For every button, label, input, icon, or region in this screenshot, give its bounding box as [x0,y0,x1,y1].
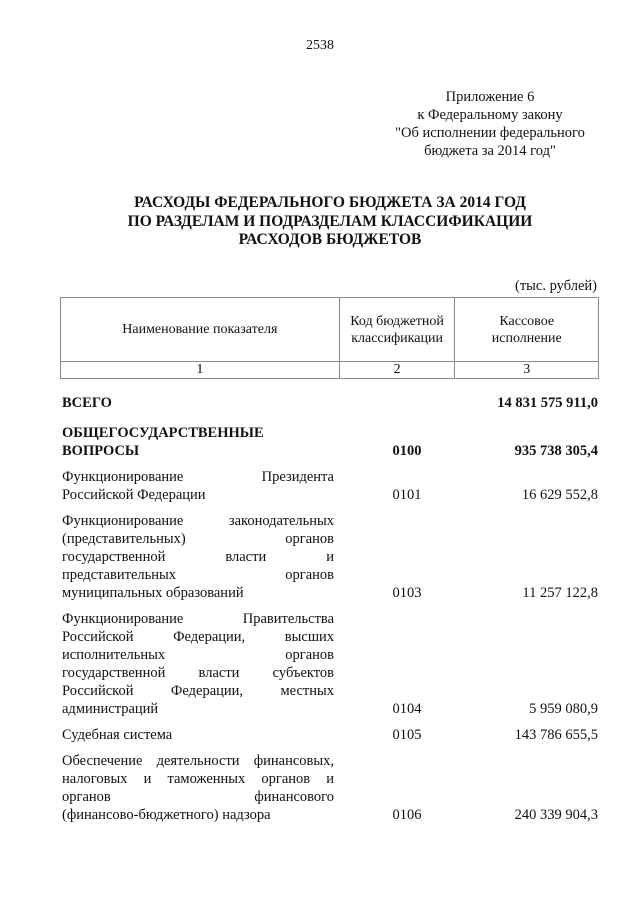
column-number-2: 2 [339,362,455,379]
table-row [62,726,598,744]
row-budget-code: 0104 [392,701,422,717]
table-row [62,394,598,412]
appendix-line-3: "Об исполнении федерального [395,125,585,141]
row-amount: 143 786 655,5 [514,727,598,743]
header-indicator-name: Наименование показателя [61,298,340,362]
header-budget-code: Код бюджетной классификации [339,298,455,362]
page-number: 2538 [306,38,334,53]
appendix-note [380,88,600,160]
title-line-3: РАСХОДОВ БЮДЖЕТОВ [238,231,422,248]
row-budget-code: 0106 [392,807,422,823]
row-amount: 16 629 552,8 [521,487,598,503]
document-title [60,194,600,250]
table-row [62,752,598,824]
title-line-2: ПО РАЗДЕЛАМ И ПОДРАЗДЕЛАМ КЛАССИФИКАЦИИ [127,212,533,230]
title-line-1: РАСХОДЫ ФЕДЕРАЛЬНОГО БЮДЖЕТА ЗА 2014 ГОД [134,194,526,211]
row-indicator-name: Функционирование законодательных (представительных) органов государственной власти и представительных органов муниципальных образований [62,513,334,601]
row-indicator-name: ВСЕГО [62,395,112,411]
row-amount: 5 959 080,9 [529,701,598,717]
row-amount: 14 831 575 911,0 [497,395,598,411]
row-amount: 935 738 305,4 [514,443,598,459]
row-budget-code: 0103 [392,585,422,601]
units-label: (тыс. рублей) [515,278,597,294]
row-amount: 240 339 904,3 [514,807,598,823]
appendix-line-1: Приложение 6 [445,89,535,105]
table-row [62,610,598,718]
column-number-3: 3 [455,362,599,379]
row-budget-code: 0105 [392,727,422,743]
header-cash-execution: Кассовое исполнение [455,298,599,362]
table-body [62,386,598,824]
row-indicator-name: Судебная система [62,727,173,743]
row-indicator-name: Функционирование Президента Российской Федерации [62,469,334,503]
row-indicator-name: ОБЩЕГОСУДАРСТВЕННЫЕ ВОПРОСЫ [62,425,264,459]
column-number-1: 1 [61,362,340,379]
row-budget-code: 0101 [392,487,422,503]
table-row [62,424,598,460]
appendix-line-4: бюджета за 2014 год" [424,143,556,159]
table-row [62,512,598,602]
row-indicator-name: Обеспечение деятельности финансовых, налоговых и таможенных органов и органов финансового (финансово-бюджетного) надзора [62,753,334,823]
row-budget-code: 0100 [392,443,422,459]
row-indicator-name: Функционирование Правительства Российской Федерации, высших исполнительных органов государственной власти субъектов Российской Федерации, местных администраций [62,611,334,717]
table-row [62,468,598,504]
row-amount: 11 257 122,8 [522,585,598,601]
appendix-line-2: к Федеральному закону [417,107,563,123]
table-header [60,297,599,379]
